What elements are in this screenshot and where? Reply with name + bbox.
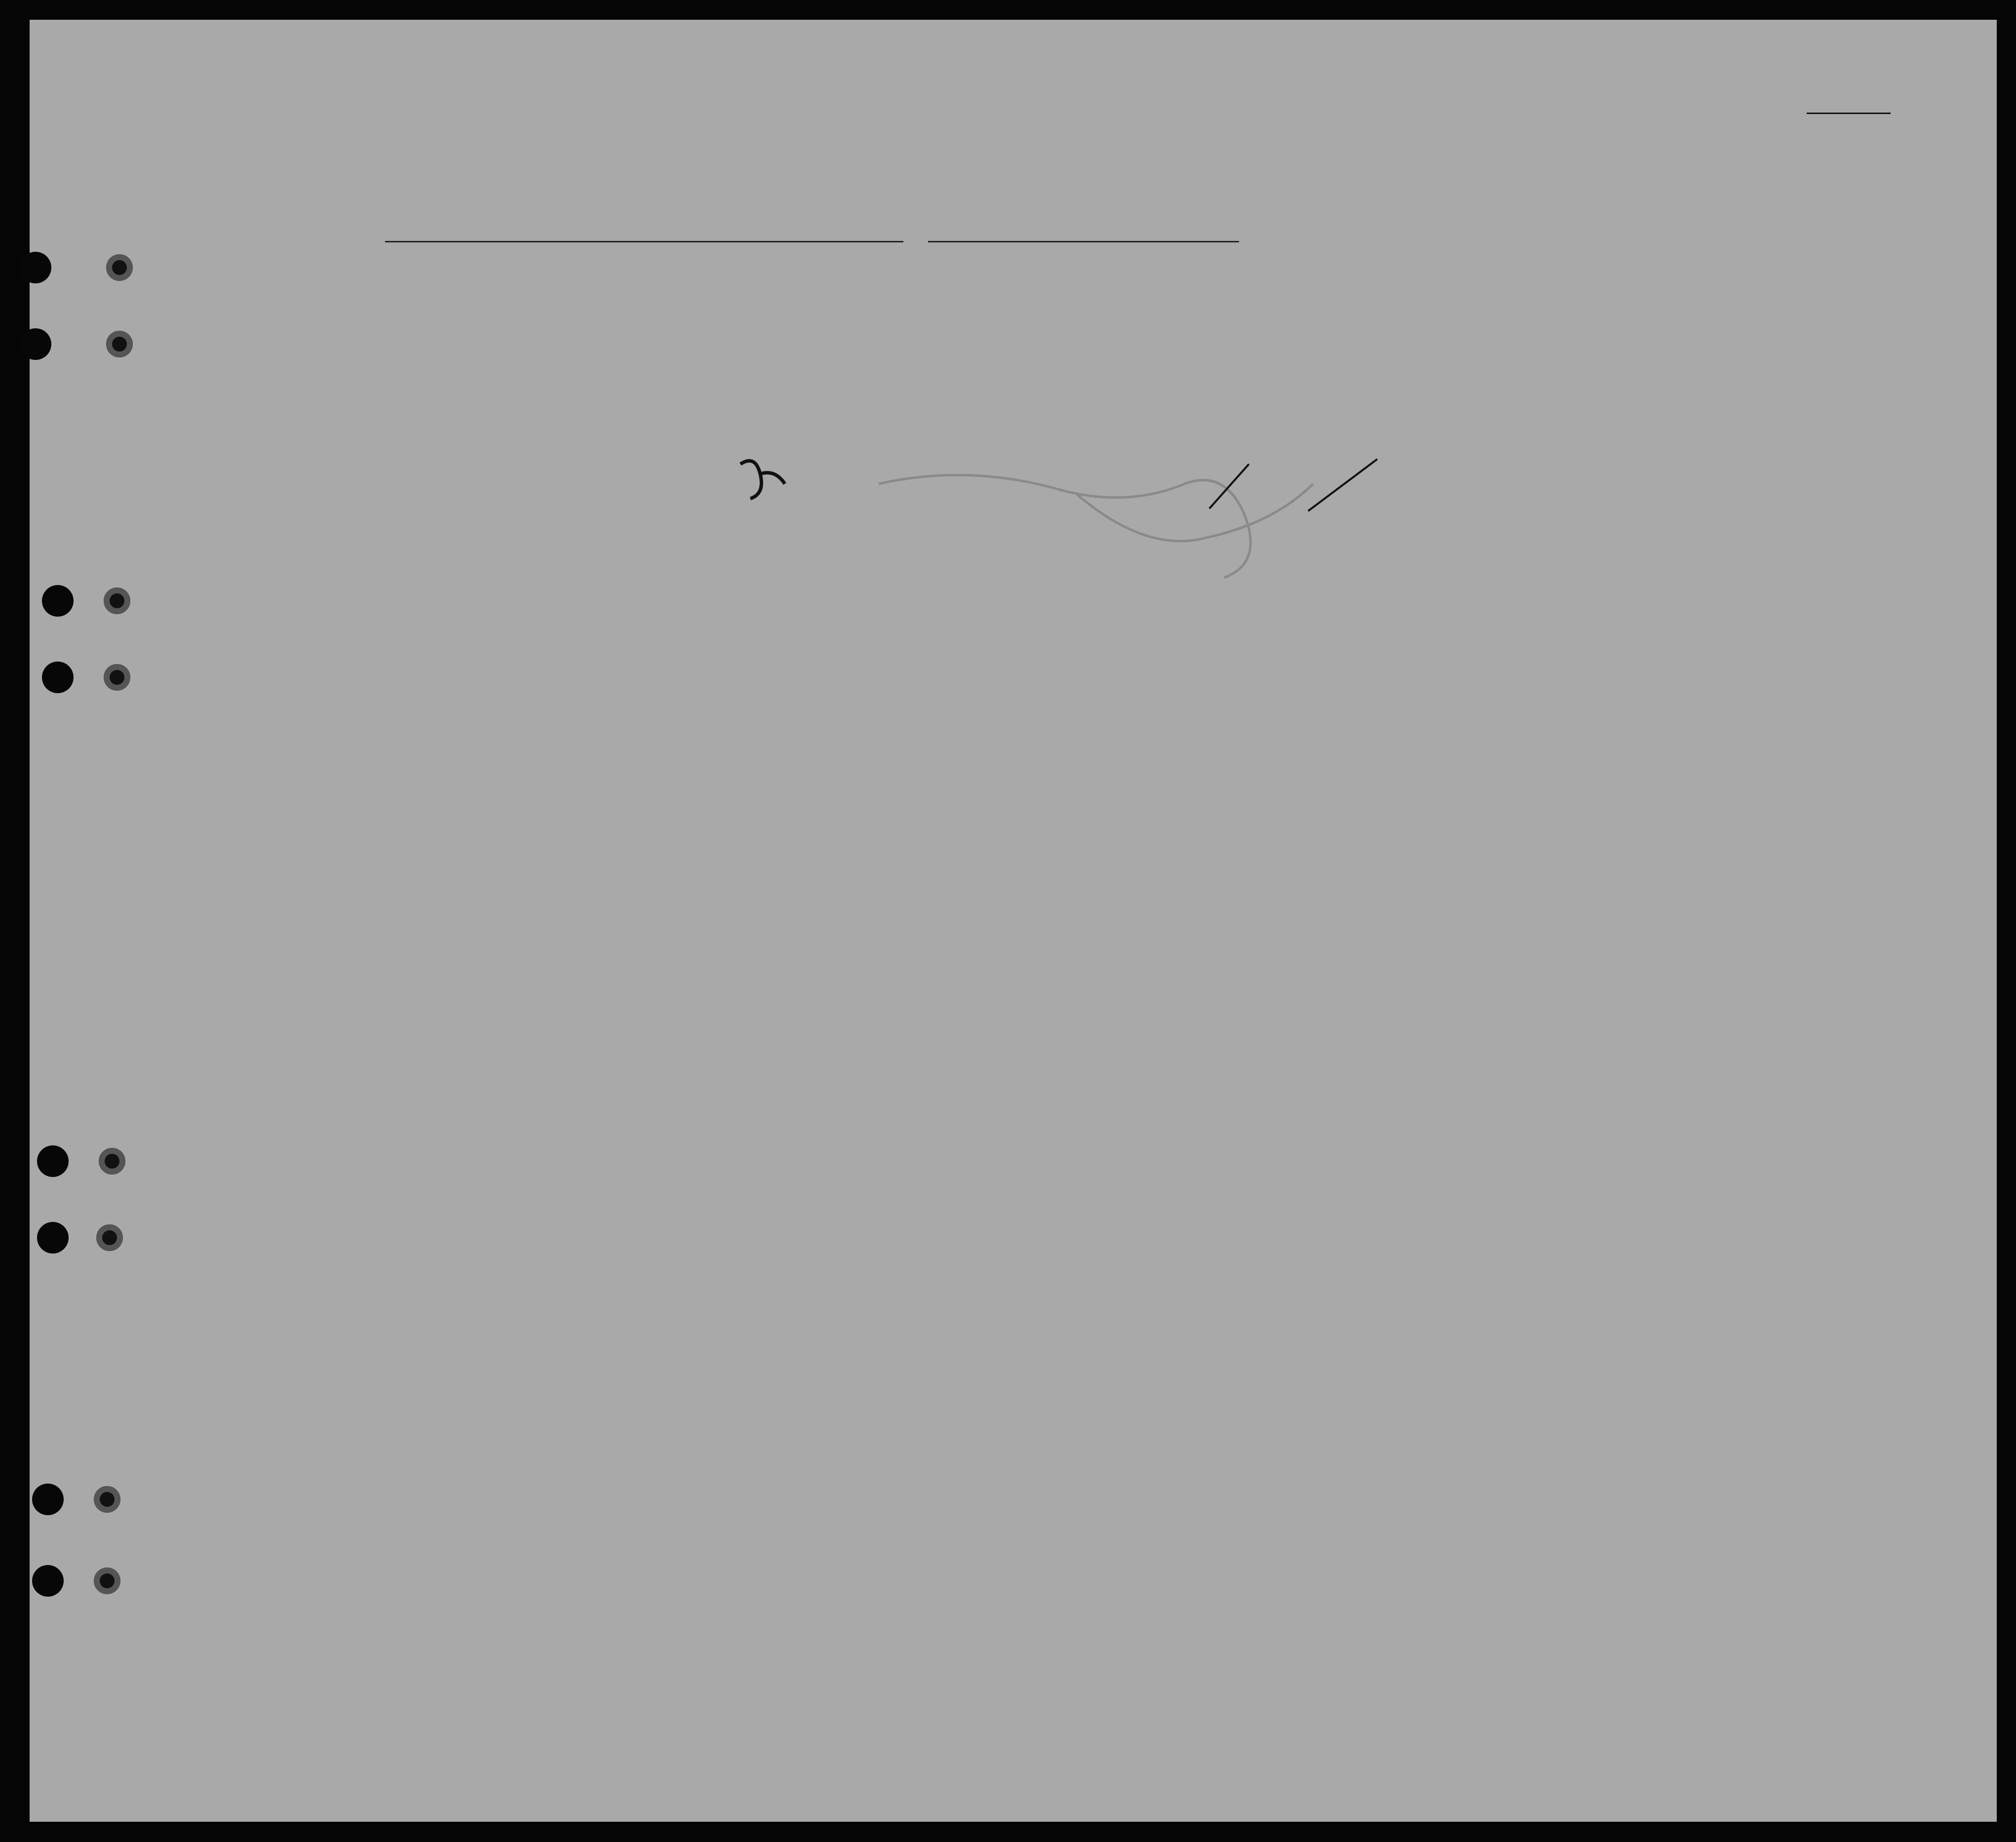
handwritten-strike bbox=[1204, 454, 1392, 523]
handwritten-check-mark bbox=[731, 444, 800, 513]
